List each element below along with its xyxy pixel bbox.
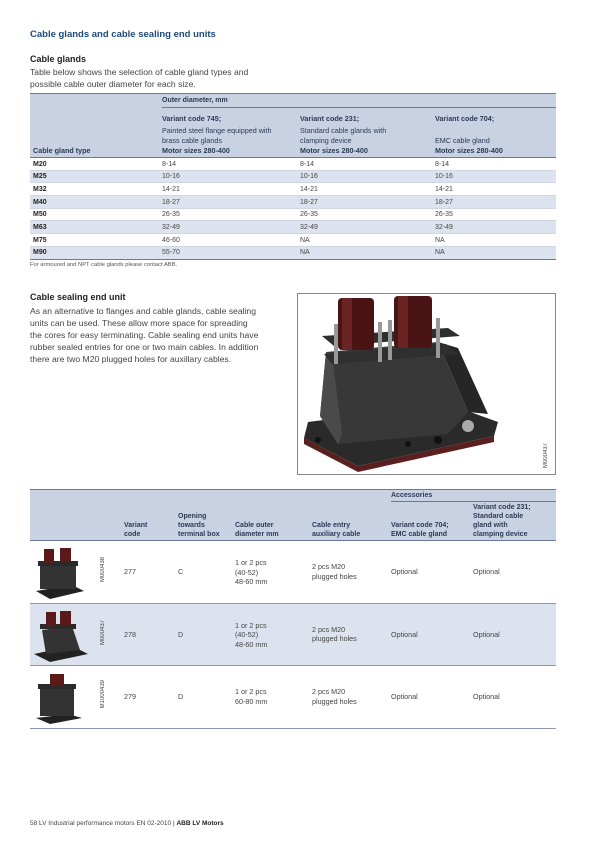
intro-line: Table below shows the selection of cable gland types and — [30, 67, 249, 77]
variant-code: Variant code 745; — [162, 114, 222, 123]
option-231: Optional — [473, 629, 500, 639]
photo-code: M000437 — [543, 442, 549, 468]
page-footer — [30, 820, 224, 827]
variant-code: 278 — [124, 629, 136, 639]
cable-entry: 2 pcs M20 plugged holes — [312, 624, 357, 643]
intro-line: possible cable outer diameter for each size. — [30, 79, 196, 89]
variant-704-header — [435, 114, 494, 145]
footer-text: 58 LV Industrial performance motors EN 02-2010 | — [30, 820, 177, 827]
variant-231-header — [300, 114, 386, 145]
table-row: M75 46-60 NA NA — [30, 234, 556, 247]
variant-code: Variant code 231; — [300, 114, 360, 123]
sealing-unit-table — [30, 489, 556, 729]
image-code: M000438 — [100, 557, 106, 583]
motor-sizes-header: Motor sizes 280-400 — [162, 146, 230, 155]
image-code: M000437 — [100, 619, 106, 645]
variant-desc: Standard cable glands with — [300, 126, 387, 135]
unit-279-image — [32, 672, 92, 726]
image-code: M1000439 — [100, 680, 106, 709]
text-line: As an alternative to flanges and cable glands, cable sealing — [30, 306, 256, 316]
table-row: M50 26-35 26-35 26-35 — [30, 209, 556, 222]
variant-code: Variant code 704; — [435, 114, 495, 123]
text-line: the cores for easy terminating. Cable sealing end units have — [30, 330, 259, 340]
outer-diameter: 1 or 2 pcs (40-52) 48-60 mm — [235, 558, 268, 586]
motor-sizes-header: Motor sizes 280-400 — [300, 146, 368, 155]
table-row — [30, 666, 556, 729]
variant-745-header — [162, 114, 272, 145]
option-704: Optional — [391, 629, 418, 639]
variant-desc: Painted steel flange equipped with — [162, 126, 272, 135]
footer-brand: ABB LV Motors — [176, 820, 224, 827]
cable-entry: 2 pcs M20 plugged holes — [312, 562, 357, 581]
table-header — [30, 489, 556, 541]
text-line: units can be used. These allow more space for spreading — [30, 318, 248, 328]
variant-desc: EMC cable gland — [435, 135, 490, 145]
option-231: Optional — [473, 567, 500, 576]
sealing-unit-illustration — [298, 294, 556, 475]
sealing-unit-photo — [297, 293, 556, 475]
option-704: Optional — [391, 692, 418, 701]
variant-231-header: Variant code 231; Standard cable gland with clamping device — [473, 504, 531, 538]
text-line: there are two M20 plugged holes for auxillary cables. — [30, 354, 232, 364]
opening: C — [178, 567, 184, 576]
table-header — [30, 93, 556, 157]
cable-gland-table — [30, 93, 556, 260]
table-row: M20 8-14 8-14 8-14 — [30, 158, 556, 171]
sealing-text — [30, 305, 258, 365]
opening: D — [178, 692, 184, 701]
table-row: M40 18-27 18-27 18-27 — [30, 196, 556, 209]
option-704: Optional — [391, 567, 418, 576]
table-row — [30, 541, 556, 604]
unit-277-image — [32, 547, 92, 601]
variant-desc: brass cable glands — [162, 135, 222, 145]
table-row: M25 10-16 10-16 10-16 — [30, 171, 556, 184]
outer-diameter: 1 or 2 pcs (40-52) 48-60 mm — [235, 620, 268, 649]
variant-704-header: Variant code 704; EMC cable gland — [391, 522, 449, 538]
option-231: Optional — [473, 692, 500, 701]
cable-entry: 2 pcs M20 plugged holes — [312, 687, 357, 706]
table-row — [30, 604, 556, 667]
gland-type-header: Cable gland type — [33, 146, 91, 155]
opening: D — [178, 629, 184, 639]
motor-sizes-header: Motor sizes 280-400 — [435, 146, 503, 155]
variant-code-header: Variant code — [124, 522, 148, 538]
section-title: Cable glands and cable sealing end units — [30, 29, 216, 40]
table-row: M90 55-70 NA NA — [30, 247, 556, 260]
opening-header: Opening towards terminal box — [178, 513, 220, 538]
variant-desc: clamping device — [300, 135, 352, 145]
cable-glands-heading: Cable glands — [30, 54, 87, 64]
outer-diameter: 1 or 2 pcs 60-80 mm — [235, 687, 268, 706]
gland-footnote: For armoured and NPT cable glands please contact ABB. — [30, 262, 178, 268]
variant-code: 277 — [124, 567, 136, 576]
outer-diameter-header: Cable outer diameter mm — [235, 522, 279, 538]
sealing-heading: Cable sealing end unit — [30, 292, 126, 302]
variant-desc — [435, 126, 494, 136]
unit-278-image — [32, 610, 92, 664]
table-row: M63 32-49 32-49 32-49 — [30, 221, 556, 234]
text-line: rubber sealed entries for one or two main cables. In addition — [30, 342, 259, 352]
table-row: M32 14-21 14-21 14-21 — [30, 183, 556, 196]
cable-entry-header: Cable entry auxiliary cable — [312, 522, 361, 538]
outer-diameter-label: Outer diameter, mm — [162, 97, 228, 104]
accessories-label: Accessories — [391, 492, 433, 499]
cable-glands-intro — [30, 66, 248, 90]
variant-code: 279 — [124, 692, 136, 701]
